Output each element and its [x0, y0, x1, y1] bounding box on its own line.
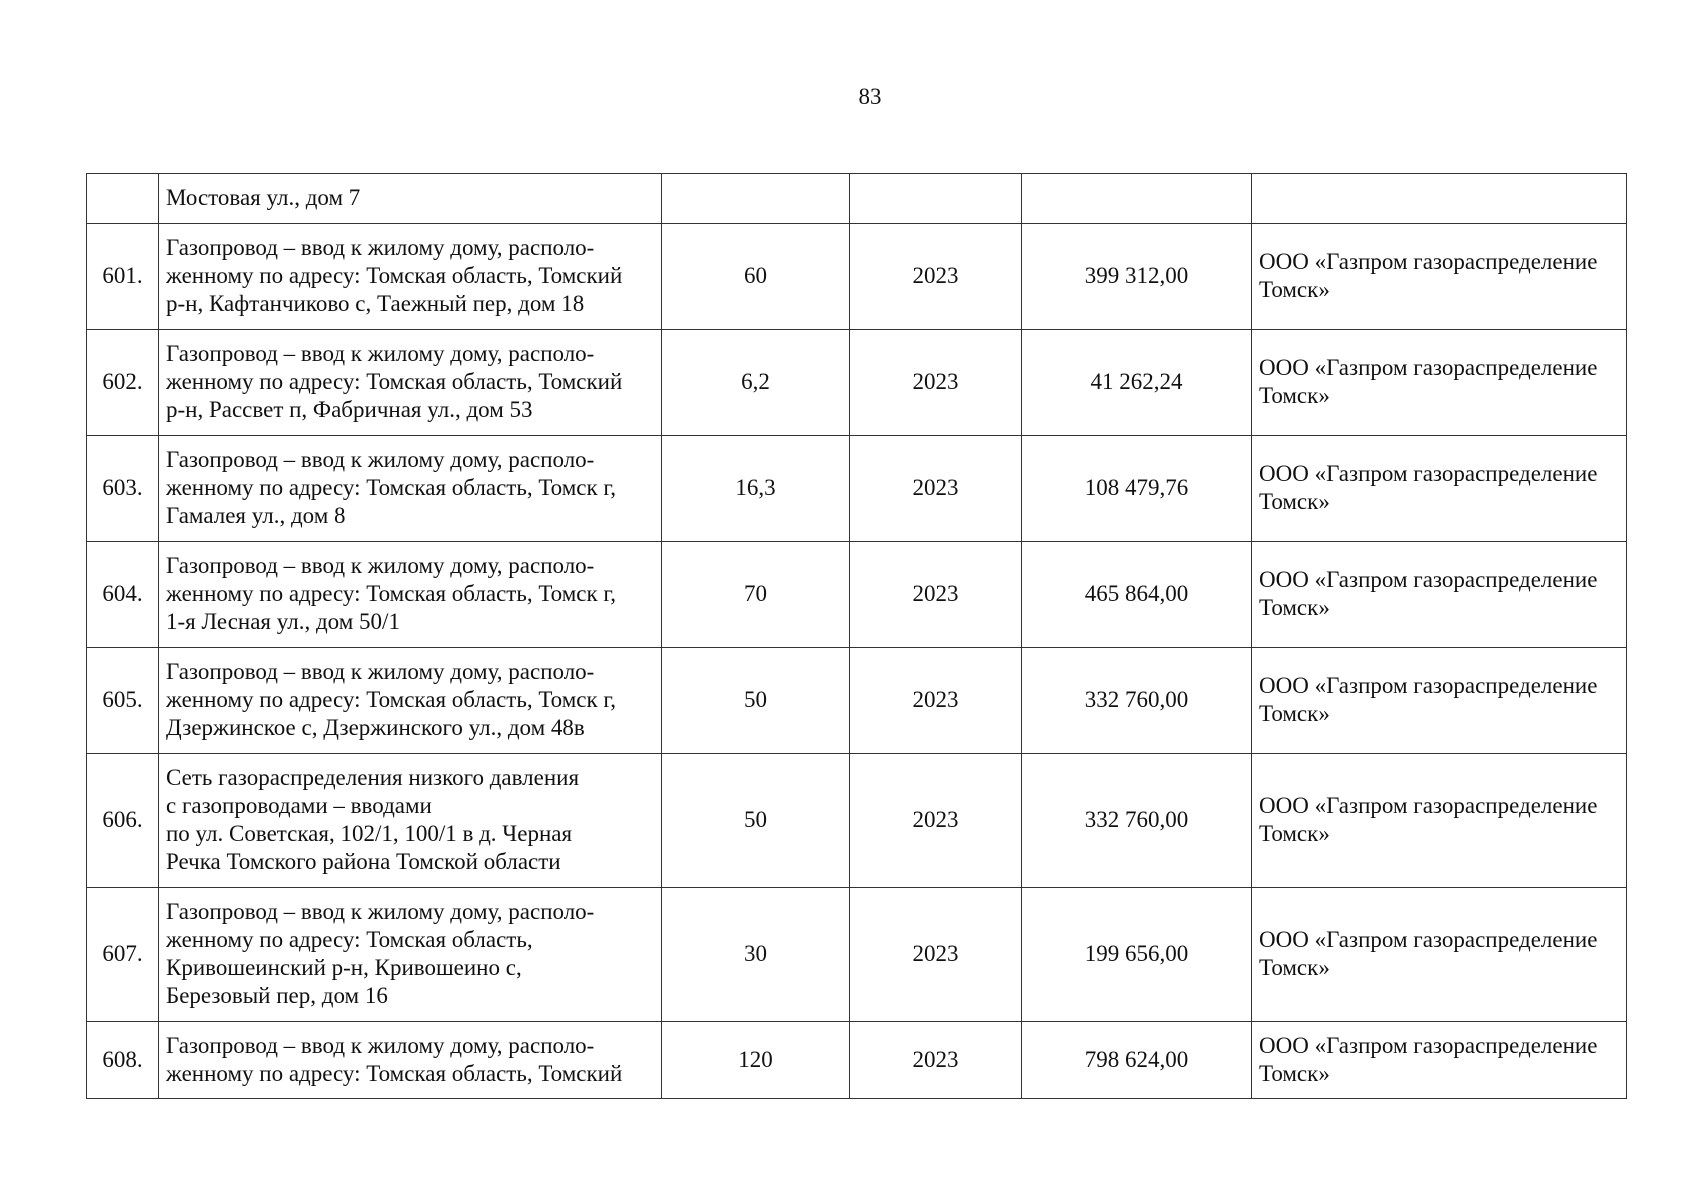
- gas-pipeline-registry-table: [86, 173, 1627, 1099]
- object-cost: 399 312,00: [1022, 224, 1252, 330]
- table-row: [87, 436, 1627, 542]
- object-cost: 108 479,76: [1022, 436, 1252, 542]
- table-row: [87, 174, 1627, 224]
- table-row: [87, 888, 1627, 1022]
- object-length: 50: [662, 648, 850, 754]
- row-number: 604.: [87, 542, 159, 648]
- table-row: [87, 330, 1627, 436]
- object-length: 16,3: [662, 436, 850, 542]
- object-length: 6,2: [662, 330, 850, 436]
- object-length: 70: [662, 542, 850, 648]
- object-name: Газопровод – ввод к жилому дому, располо- женному по адресу: Томская область, Томский: [159, 1022, 662, 1099]
- object-length: 120: [662, 1022, 850, 1099]
- object-cost: 332 760,00: [1022, 648, 1252, 754]
- row-number: [87, 174, 159, 224]
- table-row: [87, 648, 1627, 754]
- object-organization: [1252, 174, 1627, 224]
- object-name: Сеть газораспределения низкого давления с газопроводами – вводами по ул. Советская, 102/1, 100/1 в д. Черная Речка Томского района Томской области: [159, 754, 662, 888]
- object-name: Газопровод – ввод к жилому дому, располо- женному по адресу: Томская область, Томск г, Гамалея ул., дом 8: [159, 436, 662, 542]
- object-cost: 41 262,24: [1022, 330, 1252, 436]
- object-organization: ООО «Газпром газораспределение Томск»: [1252, 1022, 1627, 1099]
- object-organization: ООО «Газпром газораспределение Томск»: [1252, 648, 1627, 754]
- object-year: [850, 174, 1022, 224]
- object-year: 2023: [850, 1022, 1022, 1099]
- object-year: 2023: [850, 888, 1022, 1022]
- row-number: 607.: [87, 888, 159, 1022]
- row-number: 605.: [87, 648, 159, 754]
- object-year: 2023: [850, 436, 1022, 542]
- table-row: [87, 224, 1627, 330]
- object-organization: ООО «Газпром газораспределение Томск»: [1252, 224, 1627, 330]
- table-row: [87, 542, 1627, 648]
- object-organization: ООО «Газпром газораспределение Томск»: [1252, 436, 1627, 542]
- object-organization: ООО «Газпром газораспределение Томск»: [1252, 330, 1627, 436]
- object-cost: 798 624,00: [1022, 1022, 1252, 1099]
- object-cost: 332 760,00: [1022, 754, 1252, 888]
- object-name: Мостовая ул., дом 7: [159, 174, 662, 224]
- table-row: [87, 754, 1627, 888]
- object-year: 2023: [850, 648, 1022, 754]
- object-length: 60: [662, 224, 850, 330]
- row-number: 608.: [87, 1022, 159, 1099]
- row-number: 601.: [87, 224, 159, 330]
- object-name: Газопровод – ввод к жилому дому, располо- женному по адресу: Томская область, Томск г, Дзержинское с, Дзержинского ул., дом 48в: [159, 648, 662, 754]
- page-number: 83: [858, 84, 882, 109]
- object-name: Газопровод – ввод к жилому дому, располо- женному по адресу: Томская область, Кривошеинский р-н, Кривошеино с, Березовый пер, дом 16: [159, 888, 662, 1022]
- object-organization: ООО «Газпром газораспределение Томск»: [1252, 888, 1627, 1022]
- object-name: Газопровод – ввод к жилому дому, располо- женному по адресу: Томская область, Томск г, 1-я Лесная ул., дом 50/1: [159, 542, 662, 648]
- object-organization: ООО «Газпром газораспределение Томск»: [1252, 754, 1627, 888]
- object-year: 2023: [850, 224, 1022, 330]
- row-number: 606.: [87, 754, 159, 888]
- object-year: 2023: [850, 542, 1022, 648]
- object-length: 50: [662, 754, 850, 888]
- object-year: 2023: [850, 330, 1022, 436]
- row-number: 602.: [87, 330, 159, 436]
- object-length: [662, 174, 850, 224]
- object-name: Газопровод – ввод к жилому дому, располо- женному по адресу: Томская область, Томский р-н, Рассвет п, Фабричная ул., дом 53: [159, 330, 662, 436]
- row-number: 603.: [87, 436, 159, 542]
- object-year: 2023: [850, 754, 1022, 888]
- object-cost: 465 864,00: [1022, 542, 1252, 648]
- table-row: [87, 1022, 1627, 1099]
- object-cost: 199 656,00: [1022, 888, 1252, 1022]
- object-organization: ООО «Газпром газораспределение Томск»: [1252, 542, 1627, 648]
- object-name: Газопровод – ввод к жилому дому, располо- женному по адресу: Томская область, Томский р-н, Кафтанчиково с, Таежный пер, дом 18: [159, 224, 662, 330]
- object-length: 30: [662, 888, 850, 1022]
- object-cost: [1022, 174, 1252, 224]
